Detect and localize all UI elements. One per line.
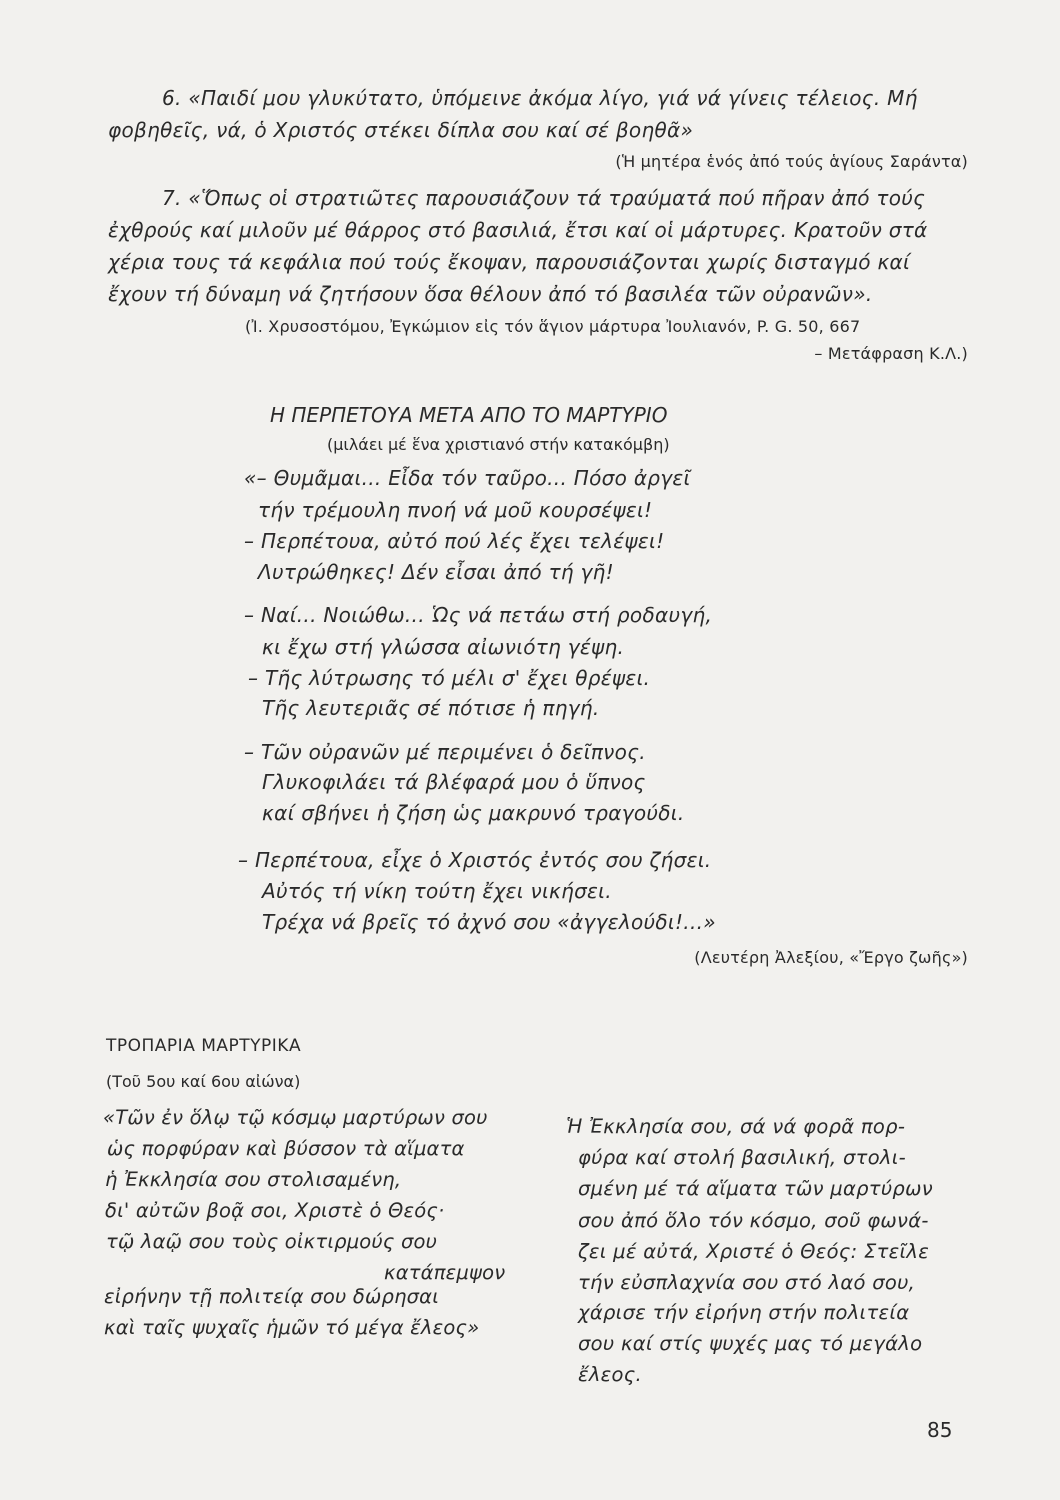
page-number: 85: [927, 1418, 953, 1442]
poem-line: Γλυκοφιλάει τά βλέφαρά μου ὁ ὕπνος: [262, 770, 646, 794]
quote6-line-1: 6. «Παιδί μου γλυκύτατο, ὑπόμεινε ἀκόμα λίγο, γιά νά γίνεις τέλειος. Μή: [162, 86, 918, 110]
poem-line: κι ἔχω στή γλώσσα αἰωνιότη γέψη.: [262, 635, 625, 659]
poem-line: «– Θυμᾶμαι... Εἶδα τόν ταῦρο... Πόσο ἀργεῖ: [244, 466, 691, 490]
troparia-heading: ΤΡΟΠΑΡΙΑ ΜΑΡΤΥΡΙΚΑ: [106, 1036, 302, 1056]
troparion-translation-line: σου καί στίς ψυχές μας τό μεγάλο: [578, 1332, 923, 1355]
troparion-greek-line: δι' αὐτῶν βοᾷ σοι, Χριστὲ ὁ Θεός·: [105, 1199, 445, 1222]
troparion-translation-line: φύρα καί στολή βασιλική, στολι-: [578, 1146, 906, 1169]
troparion-translation-line: ἔλεος.: [578, 1363, 642, 1386]
poem-line: Λυτρώθηκες! Δέν εἶσαι ἀπό τή γῆ!: [258, 560, 614, 584]
poem-title: Η ΠΕΡΠΕΤΟΥΑ ΜΕΤΑ ΑΠΟ ΤΟ ΜΑΡΤΥΡΙΟ: [270, 403, 668, 427]
troparion-greek-line: ἡ Ἐκκλησία σου στολισαμένη,: [105, 1168, 402, 1191]
quote7-source-line-2: – Μετάφραση Κ.Λ.): [814, 344, 968, 363]
quote7-line-1: 7. «Ὅπως οἱ στρατιῶτες παρουσιάζουν τά τραύματά πού πῆραν ἀπό τούς: [162, 186, 926, 210]
poem-line: – Περπέτουα, εἶχε ὁ Χριστός ἐντός σου ζήσει.: [238, 848, 712, 872]
troparion-translation-line: χάρισε τήν εἰρήνη στήν πολιτεία: [578, 1301, 910, 1324]
poem-line: Αὐτός τή νίκη τούτη ἔχει νικήσει.: [262, 879, 612, 903]
poem-line: – Περπέτουα, αὐτό πού λές ἔχει τελέψει!: [244, 529, 665, 553]
poem-source: (Λευτέρη Ἀλεξίου, «Ἔργο ζωῆς»): [694, 948, 968, 967]
troparion-greek-line: κατάπεμψον: [384, 1261, 506, 1284]
quote6-source: (Ἡ μητέρα ἑνός ἀπό τούς ἁγίους Σαράντα): [615, 152, 968, 171]
poem-line: – Τῆς λύτρωσης τό μέλι σ' ἔχει θρέψει.: [248, 666, 651, 690]
troparion-greek-line: «Τῶν ἐν ὅλῳ τῷ κόσμῳ μαρτύρων σου: [103, 1106, 488, 1129]
poem-subtitle: (μιλάει μέ ἕνα χριστιανό στήν κατακόμβη): [327, 435, 670, 454]
troparion-translation-line: Ἡ Ἐκκλησία σου, σά νά φορᾶ πορ-: [566, 1115, 906, 1138]
troparion-greek-line: τῷ λαῷ σου τοὺς οἰκτιρμούς σου: [106, 1230, 438, 1253]
poem-line: Τῆς λευτεριᾶς σέ πότισε ἡ πηγή.: [262, 696, 600, 720]
poem-line: – Ναί... Νοιώθω... Ὡς νά πετάω στή ροδαυγή,: [244, 603, 713, 627]
troparion-translation-line: σου ἀπό ὅλο τόν κόσμο, σοῦ φωνά-: [578, 1209, 929, 1232]
quote7-source-line-1: (Ἰ. Χρυσοστόμου, Ἐγκώμιον εἰς τόν ἅγιον μάρτυρα Ἰουλιανόν, P. G. 50, 667: [245, 317, 861, 336]
troparion-translation-line: ζει μέ αὐτά, Χριστέ ὁ Θεός: Στεῖλε: [578, 1240, 930, 1263]
troparion-greek-line: εἰρήνην τῇ πολιτείᾳ σου δώρησαι: [104, 1285, 440, 1308]
troparion-translation-line: τήν εὐσπλαχνία σου στό λαό σου,: [578, 1271, 916, 1294]
troparion-translation-line: σμένη μέ τά αἵματα τῶν μαρτύρων: [578, 1177, 933, 1200]
troparia-subheading: (Τοῦ 5ου καί 6ου αἰώνα): [106, 1072, 301, 1091]
quote6-line-2: φοβηθεῖς, νά, ὁ Χριστός στέκει δίπλα σου καί σέ βοηθᾶ»: [108, 118, 694, 142]
poem-line: – Τῶν οὐρανῶν μέ περιμένει ὁ δεῖπνος.: [244, 740, 646, 764]
poem-line: τήν τρέμουλη πνοή νά μοῦ κουρσέψει!: [258, 498, 653, 522]
troparion-greek-line: καὶ ταῖς ψυχαῖς ἡμῶν τό μέγα ἔλεος»: [104, 1316, 480, 1339]
quote7-line-4: ἔχουν τή δύναμη νά ζητήσουν ὅσα θέλουν ἀπό τό βασιλέα τῶν οὐρανῶν».: [108, 282, 873, 306]
poem-line: καί σβήνει ἡ ζήση ὡς μακρυνό τραγούδι.: [262, 801, 685, 825]
troparion-greek-line: ὡς πορφύραν καὶ βύσσον τὰ αἵματα: [107, 1137, 465, 1160]
poem-line: Τρέχα νά βρεῖς τό ἀχνό σου «ἀγγελούδι!...»: [262, 910, 716, 934]
quote7-line-2: ἐχθρούς καί μιλοῦν μέ θάρρος στό βασιλιά, ἔτσι καί οἱ μάρτυρες. Κρατοῦν στά: [108, 218, 928, 242]
quote7-line-3: χέρια τους τά κεφάλια πού τούς ἔκοψαν, παρουσιάζονται χωρίς δισταγμό καί: [108, 250, 911, 274]
